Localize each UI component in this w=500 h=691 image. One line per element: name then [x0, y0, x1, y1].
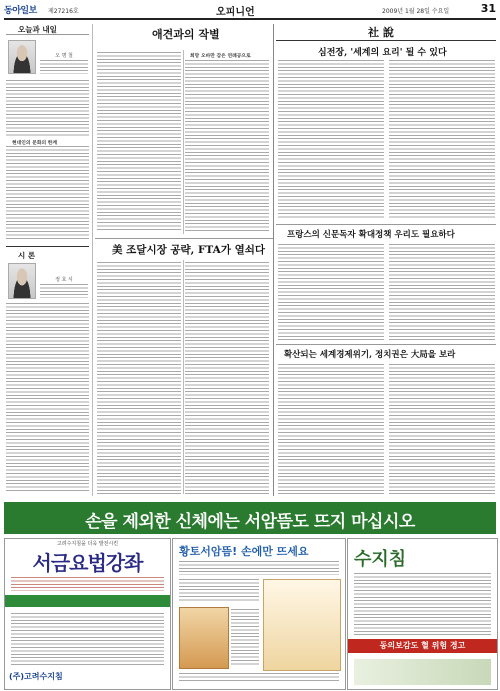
divider	[276, 224, 496, 225]
divider	[95, 238, 273, 239]
article-headline: 애견과의 작별	[152, 28, 220, 41]
ad-copy	[11, 577, 164, 591]
section-title: 오피니언	[216, 7, 255, 18]
editorial-body	[389, 364, 495, 494]
editorial-body	[389, 244, 495, 340]
ad-copy	[11, 613, 164, 667]
ad-copy	[179, 561, 339, 575]
ad-hwangto-moxa[interactable]	[172, 538, 346, 690]
divider	[6, 34, 89, 35]
ad-copy	[179, 579, 259, 603]
article-body	[97, 52, 181, 232]
product-box-image	[179, 607, 229, 669]
columnist-name: 오 명 철	[55, 53, 73, 59]
opinion-author-name: 정 호 식	[55, 277, 73, 283]
article-body	[185, 60, 269, 232]
ad-footer-image	[354, 659, 491, 685]
ad-title: 황토서암뜸! 손에만 뜨세요	[179, 545, 309, 558]
column-header-today: 오늘과 내일	[18, 25, 57, 34]
columnist-title	[40, 60, 88, 74]
ad-copy	[231, 609, 259, 665]
ad-banner[interactable]	[4, 502, 496, 534]
ad-title: 서금요법강좌	[32, 551, 143, 575]
ad-band	[5, 595, 170, 607]
editorial-body	[278, 244, 384, 340]
columnist-photo	[8, 40, 36, 74]
issue-number: 제27216호	[48, 8, 79, 15]
article-subhead: 현대인의 문화의 한계	[12, 141, 58, 146]
column-divider	[183, 50, 184, 234]
ad-copy	[354, 573, 491, 635]
article-subhead: 희망 오바만 감은 연례공으로	[190, 54, 251, 59]
ad-title: 수지침	[354, 549, 407, 570]
editorial-body	[278, 364, 384, 494]
editorial-body	[278, 60, 384, 220]
divider	[276, 344, 496, 345]
article-body	[6, 303, 89, 493]
column-divider	[183, 260, 184, 494]
page-number: 31	[480, 2, 496, 15]
editorial-label-box	[276, 24, 496, 39]
editorial-headline: 심전장, '세계의 요리' 될 수 있다	[318, 48, 447, 58]
opinion-author-title	[40, 284, 88, 298]
newspaper-logo: 동아일보	[4, 6, 37, 16]
ad-warning-text: 동의보감도 혈 위험 경고	[379, 641, 466, 650]
editorial-body	[389, 60, 495, 220]
ad-sujichim[interactable]	[347, 538, 498, 690]
column-divider	[92, 24, 93, 496]
ad-company-name: (주)고려수지침	[9, 672, 63, 681]
masthead	[4, 2, 496, 18]
opinion-author-photo	[8, 263, 36, 299]
article-body	[6, 146, 89, 241]
masthead-rule	[4, 18, 496, 20]
ad-copy	[179, 673, 339, 683]
divider	[276, 40, 496, 41]
column-header-opinion: 시 론	[18, 251, 36, 260]
product-package-image	[263, 579, 341, 671]
divider	[6, 246, 89, 247]
ad-seogeum-lecture[interactable]	[4, 538, 171, 690]
article-body	[185, 262, 269, 494]
editorial-headline: 확산되는 세계경제위기, 정치권은 大局을 보라	[284, 350, 456, 360]
article-body	[6, 80, 89, 136]
editorial-headline: 프랑스의 신문독자 확대정책 우리도 필요하다	[287, 230, 455, 240]
article-headline: 美 조달시장 공략, FTA가 열쇠다	[112, 244, 266, 256]
ad-tagline: 고려수지침을 더욱 발전시킨	[56, 541, 119, 547]
article-body	[97, 262, 181, 494]
publish-date: 2009년 1월 28일 수요일	[382, 8, 450, 15]
editorial-label: 社 說	[368, 26, 394, 39]
column-divider	[273, 24, 274, 496]
ad-banner-text: 손을 제외한 신체에는 서암뜸도 뜨지 마십시오	[85, 512, 415, 532]
